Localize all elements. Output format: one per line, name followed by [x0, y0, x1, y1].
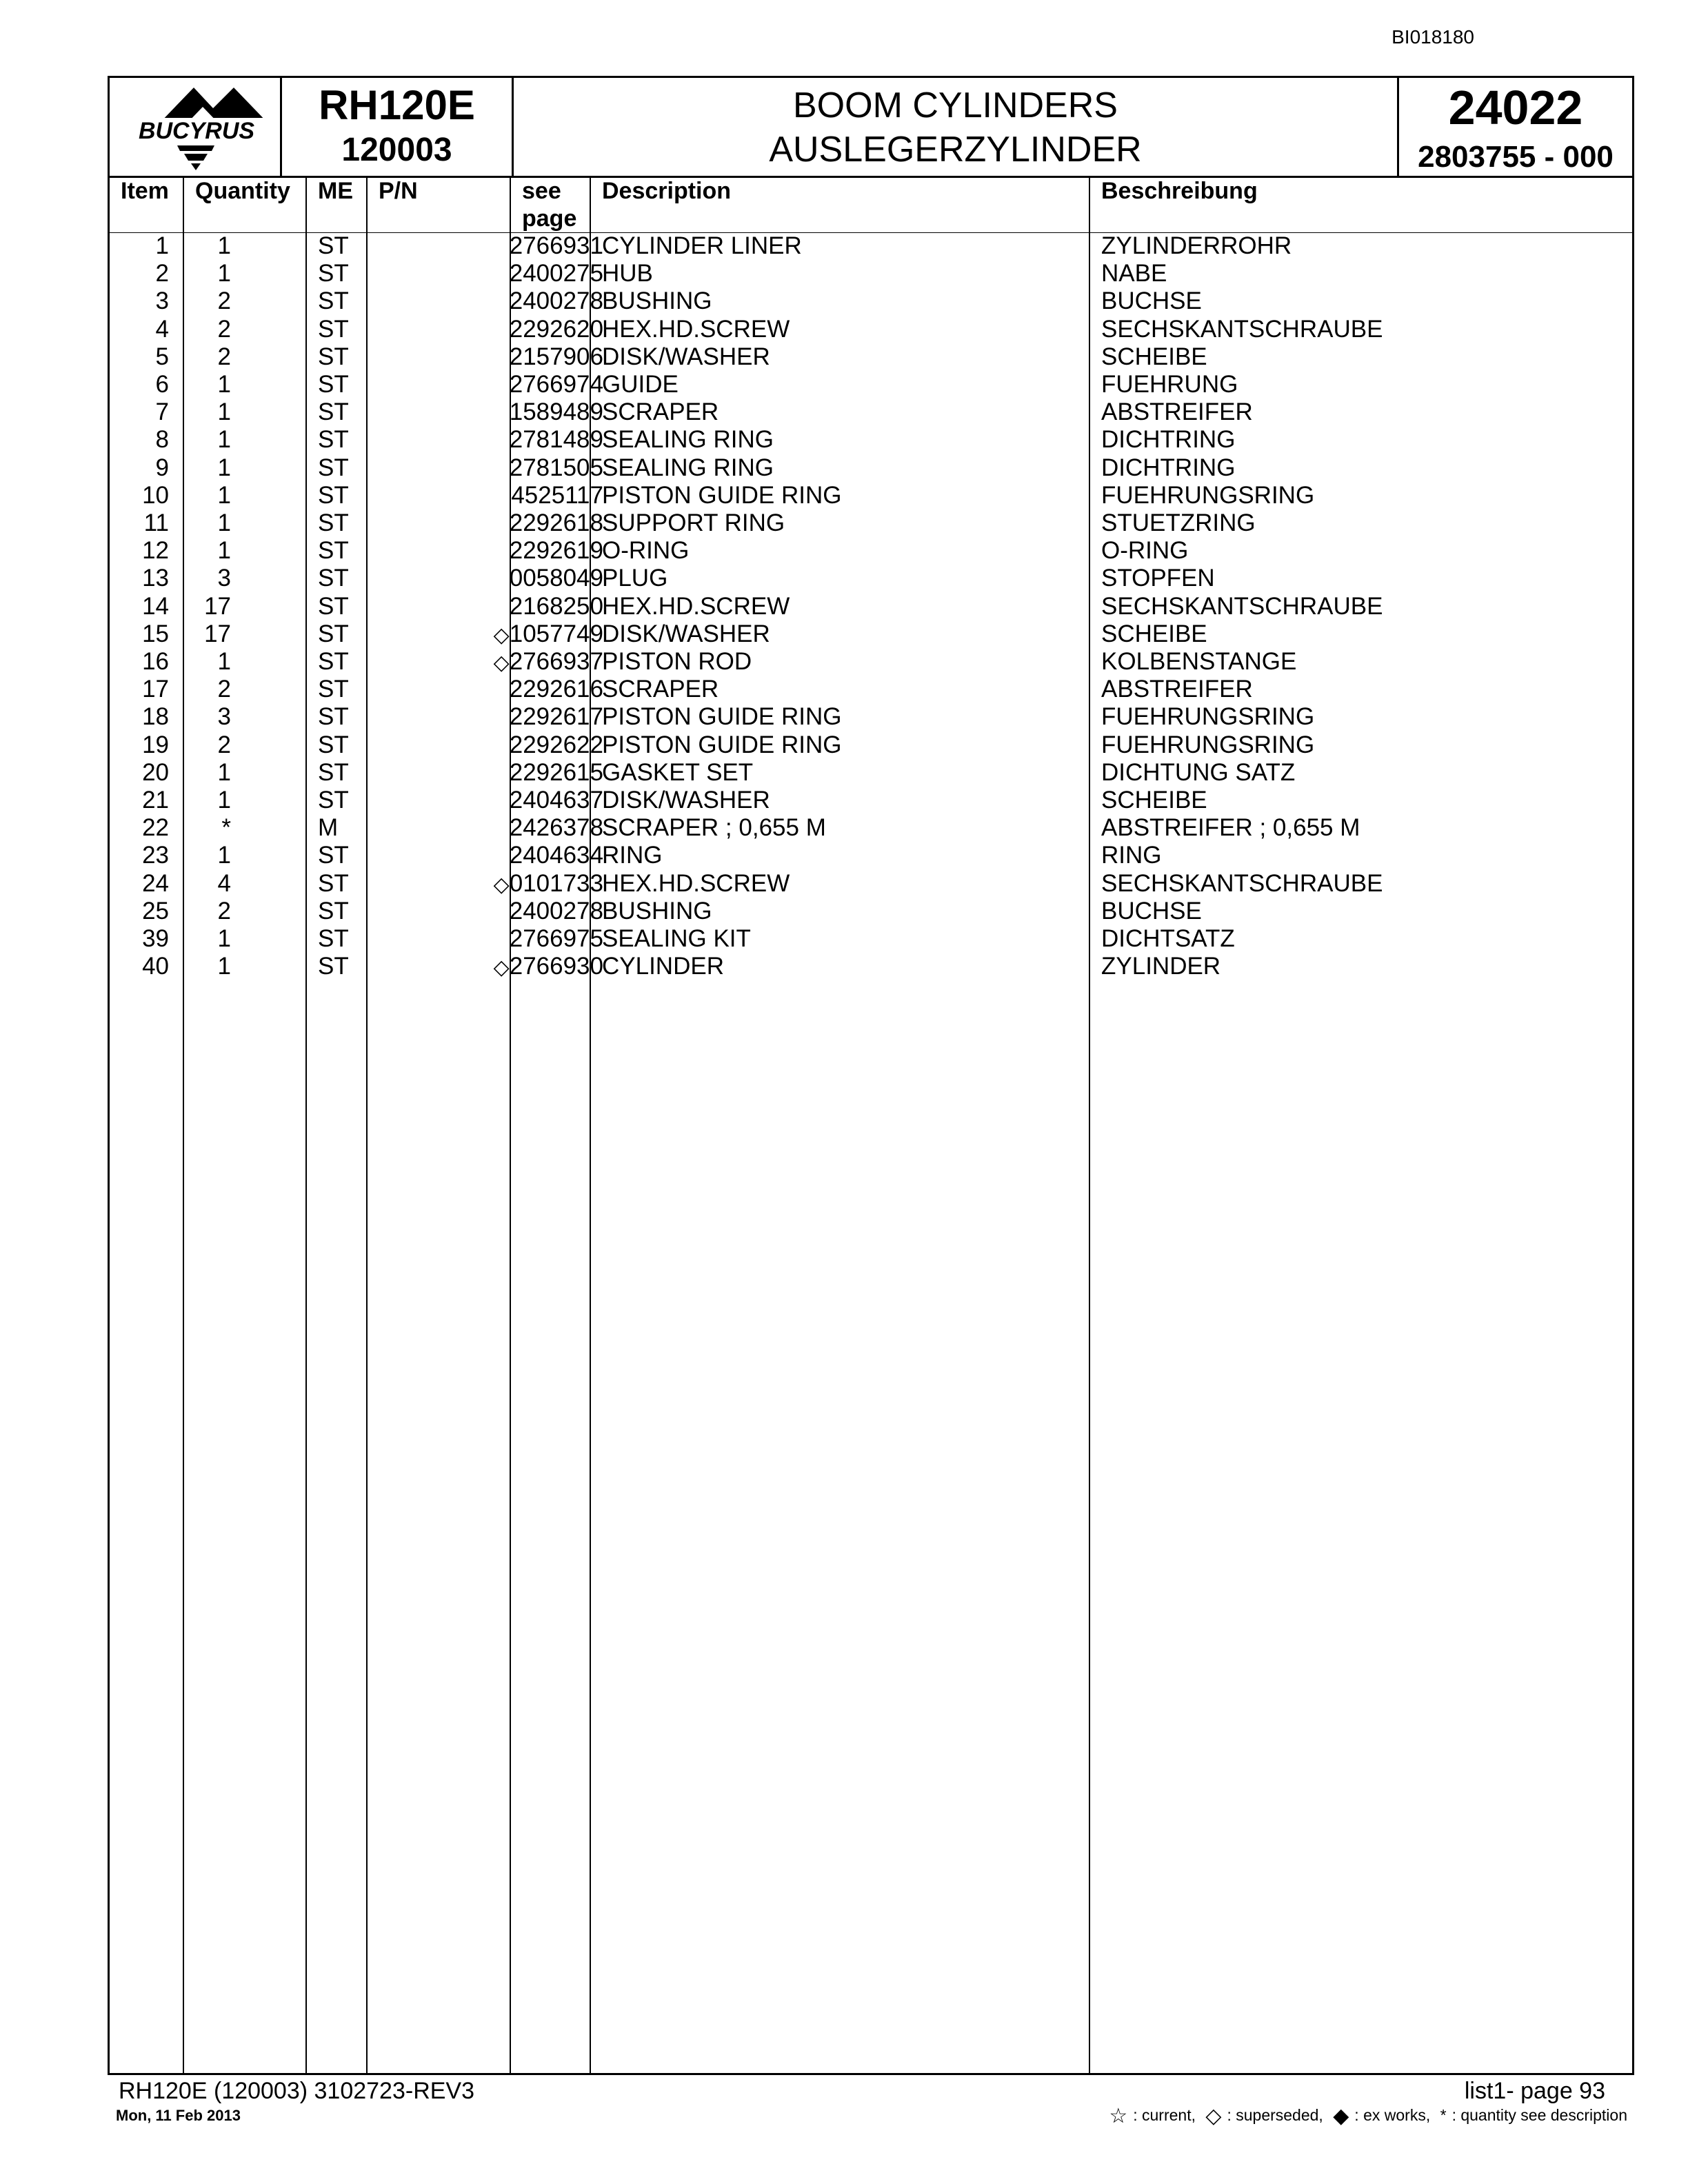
item-cell: 7: [155, 398, 169, 426]
quantity-cell: 1: [217, 481, 231, 509]
beschreibung-cell: STOPFEN: [1101, 565, 1215, 592]
group-number: 24022: [1448, 81, 1583, 134]
unit-cell: ST: [318, 509, 349, 536]
part-number-cell: [494, 953, 603, 982]
beschreibung-cell: FUEHRUNGSRING: [1101, 731, 1315, 758]
part-number-cell: [494, 648, 603, 677]
table-row: [110, 814, 1632, 842]
item-cell: 25: [142, 897, 169, 924]
quantity-asterisk-icon: *: [1440, 2106, 1447, 2124]
part-number-cell: [510, 232, 603, 261]
description-cell: GUIDE: [602, 371, 679, 398]
part-number: 2292619: [509, 537, 603, 565]
part-number: 2426378: [509, 814, 603, 842]
item-cell: 8: [155, 426, 169, 454]
part-number: 2766974: [509, 371, 603, 398]
item-cell: 23: [142, 842, 169, 869]
quantity-cell: 1: [217, 758, 231, 786]
unit-cell: ST: [318, 676, 349, 703]
quantity-cell: 2: [217, 287, 231, 315]
ex-works-diamond-icon: ◆: [1333, 2105, 1349, 2127]
footer-page-number: list1- page 93: [1464, 2078, 1605, 2104]
table-row: [110, 787, 1632, 814]
unit-cell: ST: [318, 592, 349, 620]
part-number-cell: [510, 509, 603, 538]
table-row: [110, 898, 1632, 925]
description-cell: DISK/WASHER: [602, 343, 770, 370]
quantity-cell: 2: [217, 676, 231, 703]
quantity-cell: 1: [217, 454, 231, 481]
part-number: 2404634: [509, 842, 603, 869]
description-cell: CYLINDER LINER: [602, 232, 802, 259]
quantity-cell: 1: [217, 371, 231, 398]
superseded-diamond-icon: ◇: [493, 651, 510, 674]
part-number: 2766937: [509, 648, 603, 675]
part-number-cell: [510, 537, 603, 566]
part-number: 2292622: [509, 731, 603, 758]
unit-cell: ST: [318, 842, 349, 869]
item-cell: 2: [155, 260, 169, 287]
quantity-cell: 17: [204, 592, 231, 620]
current-star-icon: ☆: [1109, 2105, 1128, 2127]
unit-cell: ST: [318, 481, 349, 509]
beschreibung-cell: DICHTUNG SATZ: [1101, 758, 1296, 786]
part-number: 1589489: [509, 398, 603, 426]
unit-cell: ST: [318, 260, 349, 287]
description-cell: HEX.HD.SCREW: [602, 315, 790, 343]
description-cell: SCRAPER: [602, 398, 719, 426]
description-cell: PISTON GUIDE RING: [602, 703, 842, 731]
unit-cell: ST: [318, 315, 349, 343]
description-cell: SCRAPER ; 0,655 M: [602, 814, 826, 842]
quantity-cell: 1: [217, 509, 231, 536]
item-cell: 6: [155, 371, 169, 398]
quantity-cell: 1: [217, 426, 231, 454]
beschreibung-cell: ZYLINDER: [1101, 953, 1221, 980]
header: [110, 78, 1632, 178]
item-cell: 10: [142, 481, 169, 509]
description-cell: HEX.HD.SCREW: [602, 592, 790, 620]
beschreibung-cell: SCHEIBE: [1101, 620, 1207, 647]
part-number: 2400275: [509, 260, 603, 287]
table-row: [110, 703, 1632, 731]
item-cell: 13: [142, 565, 169, 592]
unit-cell: ST: [318, 869, 349, 897]
unit-cell: ST: [318, 731, 349, 758]
col-header-quantity: Quantity: [195, 178, 290, 204]
quantity-cell: 17: [204, 620, 231, 647]
part-number-cell: [510, 398, 603, 427]
part-number: 2292618: [509, 509, 603, 536]
beschreibung-cell: ZYLINDERROHR: [1101, 232, 1292, 259]
description-cell: SEALING RING: [602, 426, 774, 454]
part-number-cell: [510, 787, 603, 816]
page-title-en: BOOM CYLINDERS: [793, 85, 1118, 125]
item-cell: 15: [142, 620, 169, 647]
quantity-cell: *: [221, 814, 231, 842]
table-row: [110, 454, 1632, 482]
beschreibung-cell: SECHSKANTSCHRAUBE: [1101, 869, 1383, 897]
beschreibung-cell: SECHSKANTSCHRAUBE: [1101, 315, 1383, 343]
description-cell: HUB: [602, 260, 653, 287]
table-row: [110, 731, 1632, 759]
part-number-cell: [510, 593, 603, 622]
table-row: [110, 537, 1632, 565]
description-cell: SCRAPER: [602, 676, 719, 703]
item-cell: 14: [142, 592, 169, 620]
col-header-see: see: [522, 178, 561, 204]
unit-cell: ST: [318, 758, 349, 786]
part-number-cell: [511, 482, 603, 511]
beschreibung-cell: ABSTREIFER: [1101, 676, 1253, 703]
part-number-cell: [510, 454, 603, 483]
part-number: 2400278: [509, 897, 603, 924]
unit-cell: ST: [318, 454, 349, 481]
item-cell: 20: [142, 758, 169, 786]
item-cell: 4: [155, 315, 169, 343]
part-number: 2766930: [509, 953, 603, 980]
col-header-item: Item: [121, 178, 169, 204]
beschreibung-cell: KOLBENSTANGE: [1101, 648, 1297, 675]
table-row: [110, 426, 1632, 454]
part-number: 2292616: [509, 676, 603, 703]
item-cell: 17: [142, 676, 169, 703]
page-title-de: AUSLEGERZYLINDER: [769, 130, 1142, 170]
part-number: 0058049: [509, 565, 603, 592]
table-row: [110, 371, 1632, 398]
legend-quantity-label: : quantity see description: [1451, 2106, 1627, 2124]
part-number: 1057749: [509, 620, 603, 647]
quantity-cell: 1: [217, 232, 231, 259]
part-number: 2292617: [509, 703, 603, 731]
part-number-cell: [510, 287, 603, 316]
part-number-cell: [510, 925, 603, 954]
number-cell: [1399, 78, 1632, 176]
quantity-cell: 1: [217, 260, 231, 287]
table-row: [110, 509, 1632, 537]
description-cell: GASKET SET: [602, 758, 754, 786]
description-cell: SEALING RING: [602, 454, 774, 481]
part-number: 2404637: [509, 787, 603, 813]
quantity-cell: 1: [217, 648, 231, 675]
description-cell: DISK/WASHER: [602, 787, 770, 813]
item-cell: 39: [142, 925, 169, 952]
item-cell: 9: [155, 454, 169, 481]
table-row: [110, 482, 1632, 509]
unit-cell: M: [318, 814, 339, 842]
description-cell: PISTON GUIDE RING: [602, 731, 842, 758]
part-number: 2400278: [509, 287, 603, 315]
superseded-diamond-icon: ◇: [493, 623, 510, 647]
superseded-diamond-icon: ◇: [493, 873, 510, 896]
part-number: 2168250: [509, 592, 603, 620]
model-name: RH120E: [319, 82, 475, 128]
table-row: [110, 287, 1632, 315]
col-header-me: ME: [318, 178, 353, 204]
beschreibung-cell: BUCHSE: [1101, 287, 1202, 315]
symbol-legend: [1109, 2104, 1633, 2128]
part-number: 2157906: [509, 343, 603, 370]
part-number-cell: [510, 731, 603, 760]
description-cell: RING: [602, 842, 663, 869]
part-number-cell: [494, 620, 603, 649]
beschreibung-cell: FUEHRUNGSRING: [1101, 703, 1315, 731]
quantity-cell: 1: [217, 953, 231, 980]
item-cell: 5: [155, 343, 169, 370]
table-row: [110, 925, 1632, 953]
unit-cell: ST: [318, 620, 349, 647]
item-cell: 3: [155, 287, 169, 315]
unit-cell: ST: [318, 287, 349, 315]
part-number-cell: [510, 343, 603, 372]
unit-cell: ST: [318, 787, 349, 813]
unit-cell: ST: [318, 897, 349, 924]
description-cell: CYLINDER: [602, 953, 724, 980]
beschreibung-cell: NABE: [1101, 260, 1167, 287]
footer-date: Mon, 11 Feb 2013: [116, 2107, 241, 2124]
beschreibung-cell: SCHEIBE: [1101, 787, 1207, 813]
item-cell: 1: [155, 232, 169, 259]
item-cell: 12: [142, 537, 169, 565]
part-number: 2292620: [509, 315, 603, 343]
parts-list-sheet: [108, 76, 1634, 2075]
superseded-diamond-icon: ◇: [1205, 2105, 1222, 2127]
drawing-number: 2803755 - 000: [1418, 140, 1614, 174]
item-cell: 11: [143, 509, 169, 536]
model-cell: [282, 78, 514, 176]
description-cell: PISTON GUIDE RING: [602, 481, 842, 509]
description-cell: BUSHING: [602, 287, 712, 315]
unit-cell: ST: [318, 703, 349, 731]
quantity-cell: 2: [217, 343, 231, 370]
beschreibung-cell: DICHTRING: [1101, 454, 1236, 481]
part-number-cell: [510, 260, 603, 289]
part-number: 2766931: [509, 232, 603, 259]
item-cell: 40: [142, 953, 169, 980]
quantity-cell: 2: [217, 897, 231, 924]
table-row: [110, 316, 1632, 343]
beschreibung-cell: O-RING: [1101, 537, 1189, 565]
item-cell: 22: [142, 814, 169, 842]
col-header-beschreibung: Beschreibung: [1101, 178, 1258, 204]
column-header-row: [110, 176, 1632, 233]
title-cell: [514, 78, 1399, 176]
part-number: 2781505: [509, 454, 603, 481]
col-header-page: page: [522, 205, 577, 232]
quantity-cell: 2: [217, 731, 231, 758]
table-row: [110, 870, 1632, 898]
unit-cell: ST: [318, 925, 349, 952]
table-row: [110, 759, 1632, 787]
table-row: [110, 648, 1632, 676]
part-number-cell: [510, 759, 603, 788]
item-cell: 16: [142, 648, 169, 675]
quantity-cell: 3: [217, 565, 231, 592]
model-serial: 120003: [341, 132, 452, 168]
part-number-cell: [494, 870, 603, 899]
quantity-cell: 2: [217, 315, 231, 343]
table-row: [110, 842, 1632, 869]
description-cell: BUSHING: [602, 897, 712, 924]
beschreibung-cell: ABSTREIFER: [1101, 398, 1253, 426]
col-header-description: Description: [602, 178, 732, 204]
part-number: 4525117: [511, 481, 603, 509]
logo-text: BUCYRUS: [138, 118, 255, 144]
quantity-cell: 1: [217, 787, 231, 813]
quantity-cell: 1: [217, 537, 231, 565]
footer-document-ref: RH120E (120003) 3102723-REV3: [119, 2078, 475, 2104]
quantity-cell: 4: [217, 869, 231, 897]
item-cell: 24: [142, 869, 169, 897]
unit-cell: ST: [318, 537, 349, 565]
part-number-cell: [510, 676, 603, 705]
table-row: [110, 593, 1632, 620]
part-number-cell: [510, 426, 603, 455]
part-number-cell: [510, 842, 603, 871]
quantity-cell: 3: [217, 703, 231, 731]
beschreibung-cell: ABSTREIFER ; 0,655 M: [1101, 814, 1360, 842]
unit-cell: ST: [318, 232, 349, 259]
part-number: 2781489: [509, 426, 603, 454]
part-number-cell: [510, 814, 603, 843]
beschreibung-cell: BUCHSE: [1101, 897, 1202, 924]
table-row: [110, 620, 1632, 648]
beschreibung-cell: SECHSKANTSCHRAUBE: [1101, 592, 1383, 620]
table-row: [110, 676, 1632, 703]
beschreibung-cell: STUETZRING: [1101, 509, 1256, 536]
table-row: [110, 260, 1632, 287]
part-number-cell: [510, 371, 603, 400]
superseded-diamond-icon: ◇: [493, 956, 510, 980]
legend-current-label: : current,: [1133, 2106, 1196, 2124]
beschreibung-cell: DICHTRING: [1101, 426, 1236, 454]
quantity-cell: 1: [217, 925, 231, 952]
part-number-cell: [510, 316, 603, 345]
beschreibung-cell: FUEHRUNGSRING: [1101, 481, 1315, 509]
table-row: [110, 398, 1632, 426]
unit-cell: ST: [318, 371, 349, 398]
part-number-cell: [510, 565, 603, 594]
part-number-cell: [510, 703, 603, 732]
table-row: [110, 232, 1632, 260]
beschreibung-cell: SCHEIBE: [1101, 343, 1207, 370]
unit-cell: ST: [318, 565, 349, 592]
logo-cell: [110, 78, 282, 176]
unit-cell: ST: [318, 398, 349, 426]
beschreibung-cell: FUEHRUNG: [1101, 371, 1238, 398]
quantity-cell: 1: [217, 398, 231, 426]
part-number: 2292615: [509, 758, 603, 786]
col-header-pn: P/N: [379, 178, 418, 204]
legend-exworks-label: : ex works,: [1354, 2106, 1431, 2124]
document-id: BI018180: [1391, 26, 1474, 48]
unit-cell: ST: [318, 426, 349, 454]
item-cell: 18: [142, 703, 169, 731]
unit-cell: ST: [318, 953, 349, 980]
table-row: [110, 343, 1632, 371]
description-cell: O-RING: [602, 537, 690, 565]
description-cell: DISK/WASHER: [602, 620, 770, 647]
table-row: [110, 953, 1632, 980]
beschreibung-cell: DICHTSATZ: [1101, 925, 1235, 952]
quantity-cell: 1: [217, 842, 231, 869]
description-cell: SUPPORT RING: [602, 509, 785, 536]
description-cell: HEX.HD.SCREW: [602, 869, 790, 897]
unit-cell: ST: [318, 648, 349, 675]
beschreibung-cell: RING: [1101, 842, 1162, 869]
description-cell: PLUG: [602, 565, 668, 592]
item-cell: 19: [142, 731, 169, 758]
part-number: 0101733: [509, 869, 603, 897]
description-cell: PISTON ROD: [602, 648, 752, 675]
bucyrus-logo: [117, 82, 275, 172]
part-number-cell: [510, 898, 603, 927]
part-number: 2766975: [509, 925, 603, 952]
table-row: [110, 565, 1632, 592]
item-cell: 21: [142, 787, 169, 813]
unit-cell: ST: [318, 343, 349, 370]
legend-superseded-label: : superseded,: [1227, 2106, 1323, 2124]
description-cell: SEALING KIT: [602, 925, 751, 952]
